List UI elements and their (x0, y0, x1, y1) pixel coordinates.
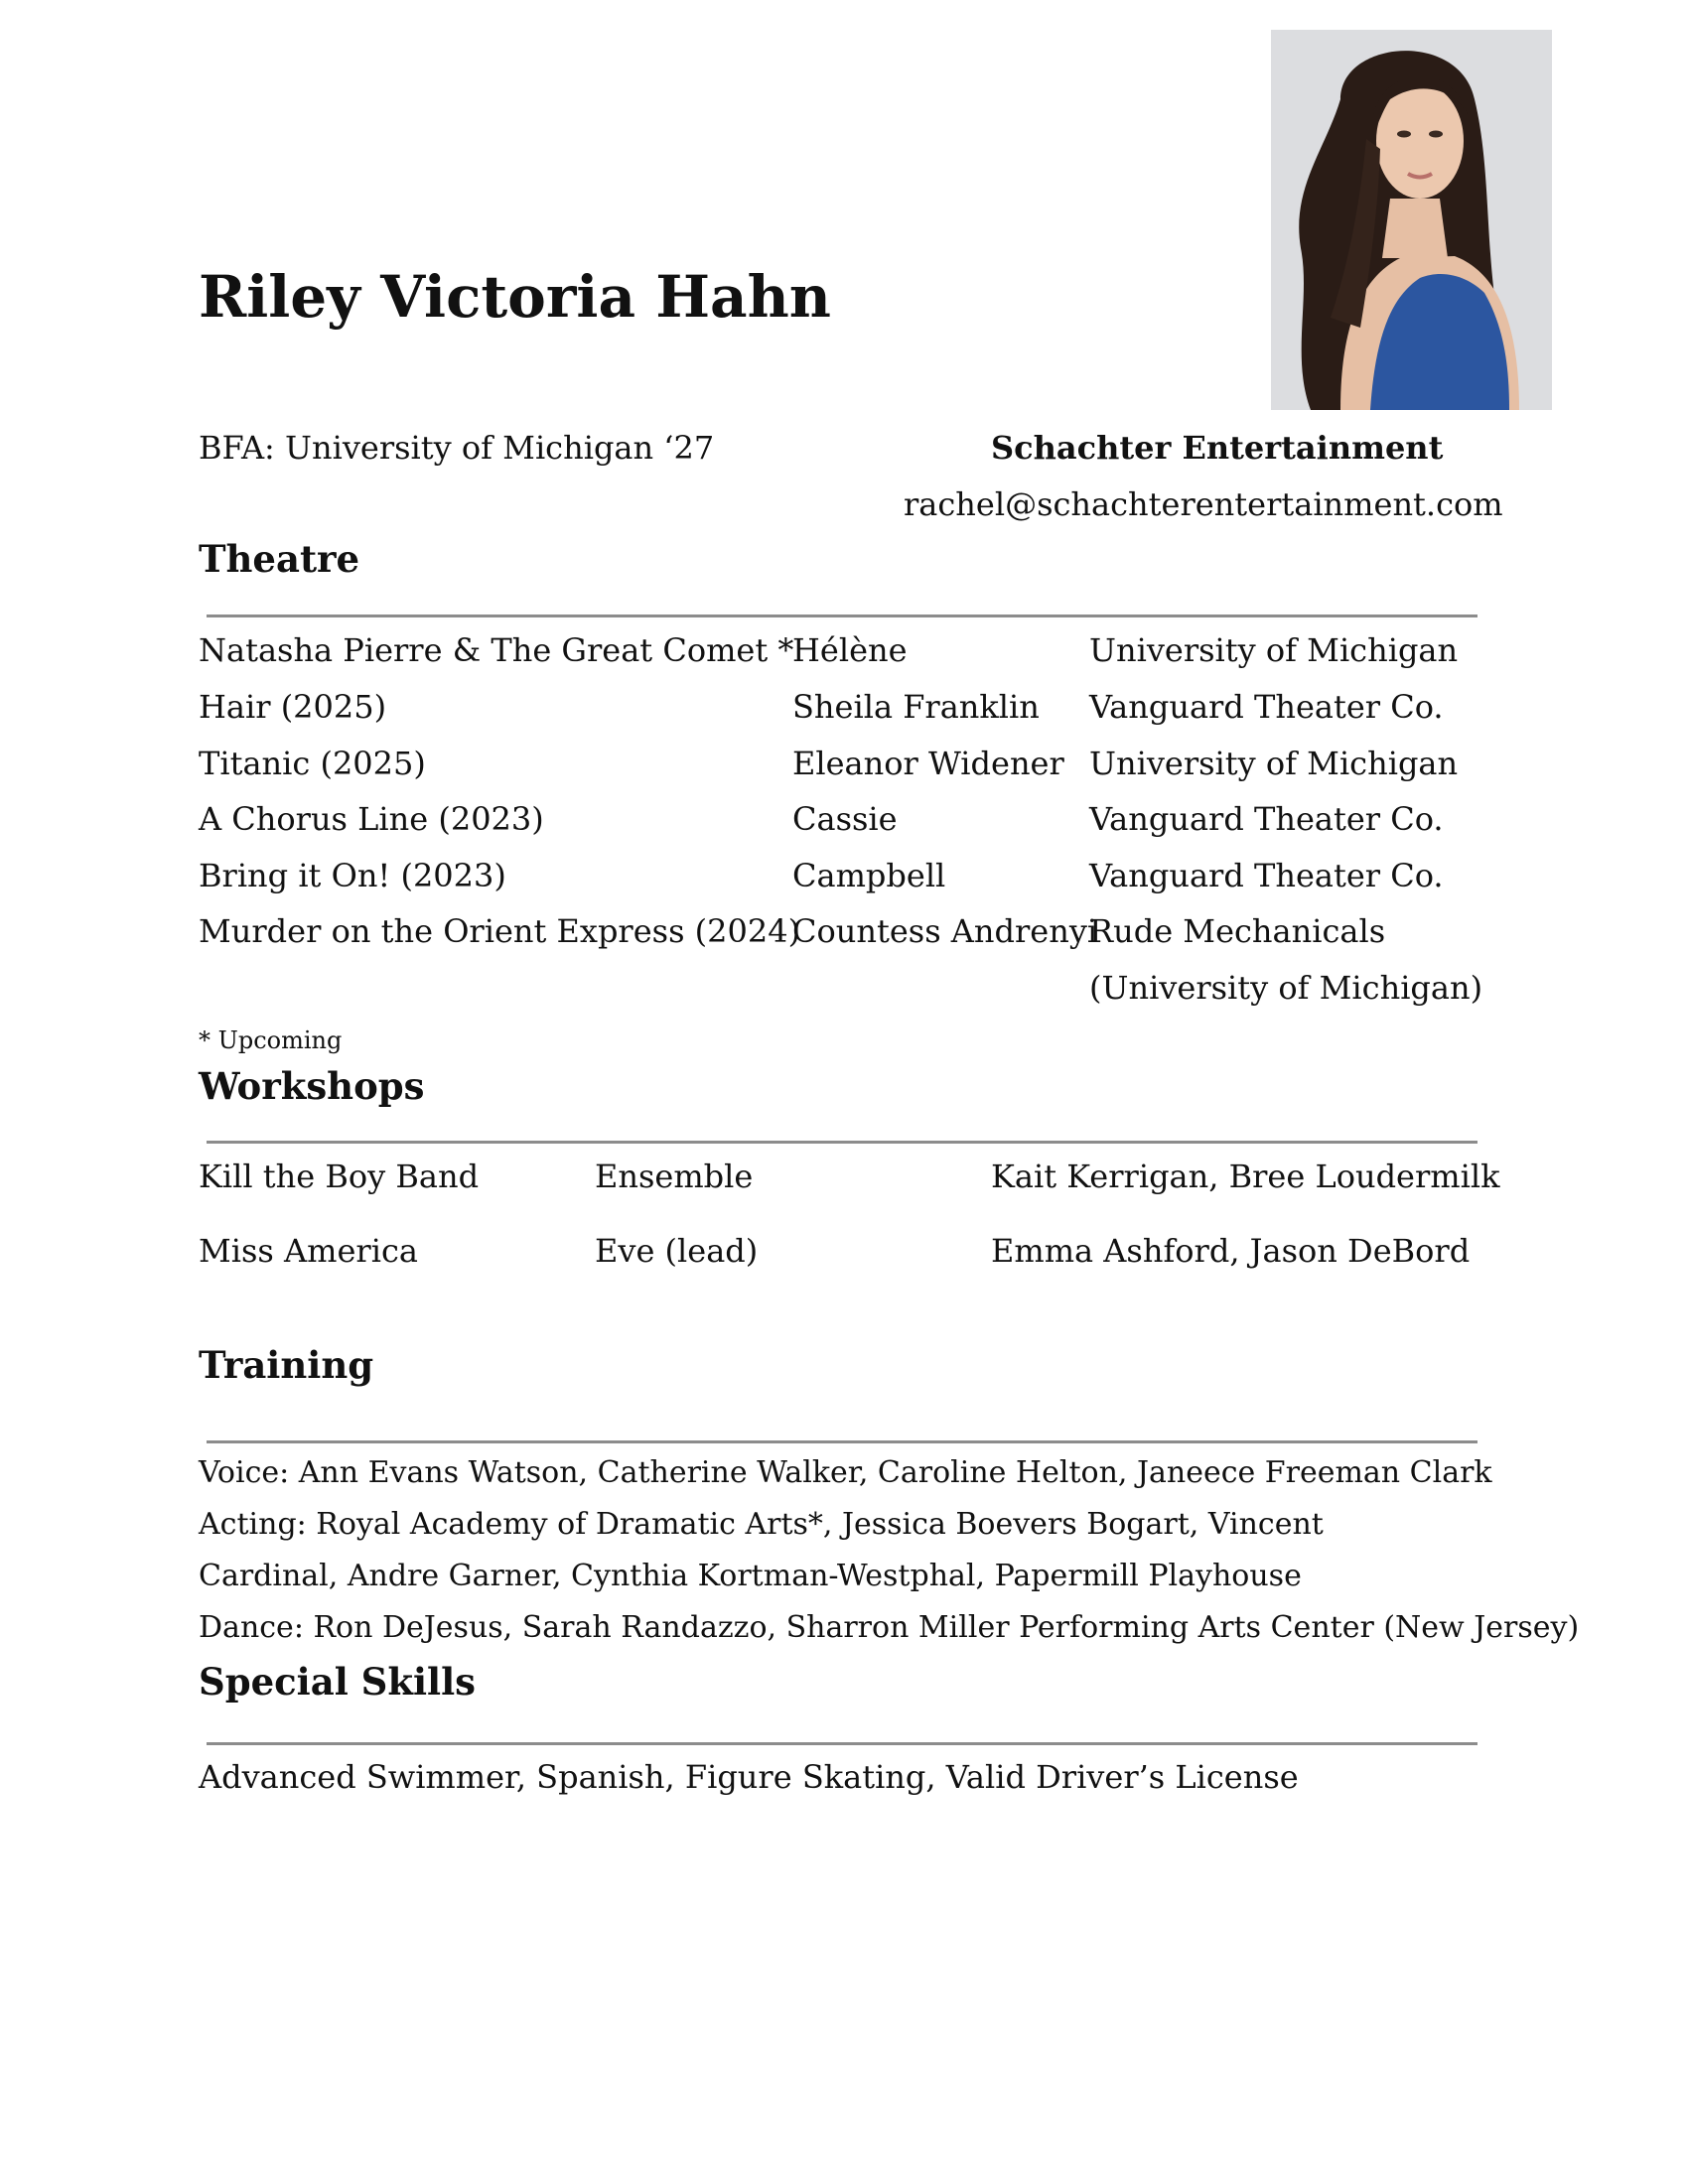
actor-name: Riley Victoria Hahn (199, 263, 831, 331)
show-title: Bring it On! (2023) (199, 857, 506, 894)
education-line: BFA: University of Michigan ‘27 (199, 429, 715, 467)
headshot-illustration (1271, 30, 1552, 410)
workshop-creators: Emma Ashford, Jason DeBord (991, 1232, 1471, 1270)
show-title: Titanic (2025) (199, 745, 426, 782)
role-name: Cassie (792, 800, 898, 838)
show-title: Hair (2025) (199, 688, 387, 726)
company-name: University of Michigan (1089, 745, 1459, 782)
company-name: Vanguard Theater Co. (1089, 800, 1444, 838)
training-voice: Voice: Ann Evans Watson, Catherine Walker, Caroline Helton, Janeece Freeman Clark (199, 1455, 1492, 1490)
agency-name: Schachter Entertainment (991, 429, 1444, 467)
workshop-creators: Kait Kerrigan, Bree Loudermilk (991, 1158, 1500, 1195)
training-heading: Training (199, 1343, 374, 1387)
training-dance: Dance: Ron DeJesus, Sarah Randazzo, Sharron Miller Performing Arts Center (New Jersey) (199, 1610, 1580, 1645)
show-title: Natasha Pierre & The Great Comet * (199, 631, 794, 669)
special-skills-divider (207, 1742, 1477, 1745)
special-skills-heading: Special Skills (199, 1660, 476, 1704)
role-name: Sheila Franklin (792, 688, 1040, 726)
role-name: Countess Andrenyi (792, 912, 1098, 950)
workshops-heading: Workshops (199, 1064, 425, 1108)
theatre-divider (207, 614, 1477, 617)
role-name: Campbell (792, 857, 946, 894)
training-list (199, 1447, 1580, 1654)
headshot-photo (1271, 30, 1552, 410)
show-title: Murder on the Orient Express (2024) (199, 912, 801, 950)
company-name: Vanguard Theater Co. (1089, 857, 1444, 894)
company-name: Rude Mechanicals (1089, 912, 1386, 950)
workshop-title: Miss America (199, 1232, 418, 1270)
show-title: A Chorus Line (2023) (199, 800, 544, 838)
workshop-title: Kill the Boy Band (199, 1158, 480, 1195)
workshop-role: Ensemble (595, 1158, 754, 1195)
special-skills-text: Advanced Swimmer, Spanish, Figure Skating, Valid Driver’s License (199, 1758, 1299, 1796)
company-name: University of Michigan (1089, 631, 1459, 669)
workshop-role: Eve (lead) (595, 1232, 759, 1270)
role-name: Eleanor Widener (792, 745, 1064, 782)
company-name: Vanguard Theater Co. (1089, 688, 1444, 726)
upcoming-footnote: * Upcoming (199, 1026, 343, 1054)
agency-email[interactable]: rachel@schachterentertainment.com (904, 485, 1503, 523)
workshops-divider (207, 1141, 1477, 1144)
company-name-continued: (University of Michigan) (1089, 969, 1483, 1007)
role-name: Hélène (792, 631, 908, 669)
training-divider (207, 1440, 1477, 1443)
training-acting: Acting: Royal Academy of Dramatic Arts*, Jessica Boevers Bogart, Vincent Cardinal, Andre Garner, Cynthia Kortman-Westphal, Papermill Playhouse (199, 1507, 1324, 1593)
theatre-heading: Theatre (199, 537, 360, 581)
